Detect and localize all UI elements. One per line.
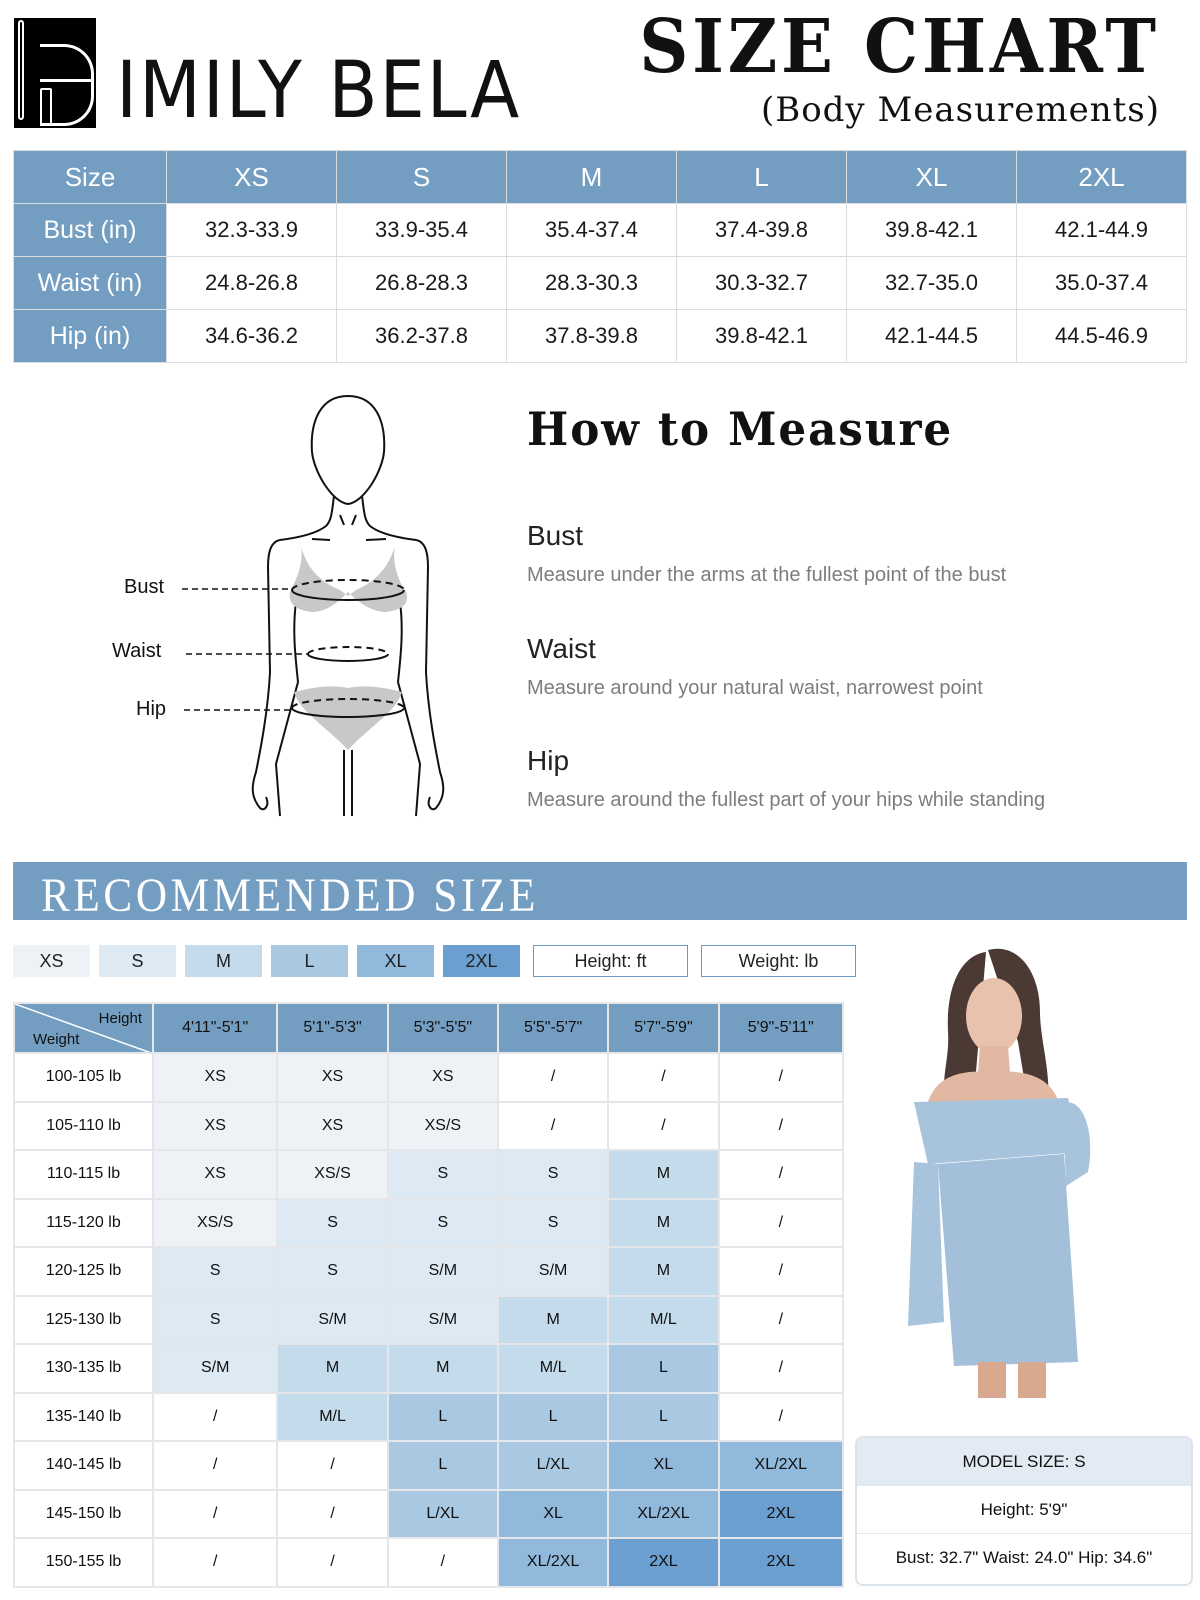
page-subtitle: (Body Measurements)	[760, 90, 1160, 130]
size-cell: S/M	[153, 1344, 277, 1393]
weight-row-header: 110-115 lb	[14, 1150, 153, 1199]
size-cell: /	[719, 1344, 843, 1393]
weight-row-header: 120-125 lb	[14, 1247, 153, 1296]
table-cell: 33.9-35.4	[337, 204, 507, 257]
recommended-size-banner: RECOMMENDED SIZE	[13, 862, 1187, 920]
figure-label-waist: Waist	[112, 640, 162, 662]
table-cell: 32.7-35.0	[847, 257, 1017, 310]
size-cell: M	[277, 1344, 387, 1393]
height-column-header: 5'3"-5'5"	[388, 1003, 498, 1053]
size-cell: /	[719, 1247, 843, 1296]
weight-row-header: 135-140 lb	[14, 1393, 153, 1442]
recommended-size-table	[13, 1002, 844, 1588]
table-cell: 39.8-42.1	[677, 310, 847, 363]
size-cell: XL	[498, 1490, 608, 1539]
size-cell: S	[277, 1247, 387, 1296]
legend-swatch-s: S	[99, 945, 176, 977]
size-cell: /	[608, 1053, 718, 1102]
model-height: Height: 5'9"	[857, 1486, 1191, 1534]
legend-swatch-m: M	[185, 945, 262, 977]
table-cell: 32.3-33.9	[167, 204, 337, 257]
table-cell: 37.4-39.8	[677, 204, 847, 257]
size-cell: /	[608, 1102, 718, 1151]
column-header: XL	[847, 151, 1017, 204]
size-cell: XL/2XL	[719, 1441, 843, 1490]
size-cell: M	[608, 1150, 718, 1199]
model-dress-illustration	[868, 942, 1188, 1402]
size-cell: /	[388, 1538, 498, 1587]
size-cell: 2XL	[719, 1490, 843, 1539]
table-cell: 42.1-44.9	[1017, 204, 1187, 257]
table-row	[14, 1102, 843, 1151]
height-column-header: 5'7"-5'9"	[608, 1003, 718, 1053]
table-cell: 42.1-44.5	[847, 310, 1017, 363]
body-figure-illustration	[100, 392, 460, 832]
size-cell: XS	[277, 1102, 387, 1151]
size-cell: L	[498, 1393, 608, 1442]
corner-header: Height Weight	[14, 1003, 153, 1053]
size-cell: 2XL	[719, 1538, 843, 1587]
size-cell: S	[388, 1199, 498, 1248]
size-cell: S	[388, 1150, 498, 1199]
table-cell: 28.3-30.3	[507, 257, 677, 310]
table-cell: 36.2-37.8	[337, 310, 507, 363]
size-cell: XS	[153, 1150, 277, 1199]
size-cell: /	[153, 1441, 277, 1490]
size-cell: /	[153, 1538, 277, 1587]
size-cell: S	[498, 1199, 608, 1248]
row-header: Hip (in)	[14, 310, 167, 363]
table-row	[14, 1441, 843, 1490]
table-row	[14, 1393, 843, 1442]
weight-row-header: 100-105 lb	[14, 1053, 153, 1102]
size-cell: M	[608, 1247, 718, 1296]
size-cell: XL	[608, 1441, 718, 1490]
model-size-card	[855, 1436, 1193, 1586]
table-cell: 39.8-42.1	[847, 204, 1017, 257]
measure-item-hip: Hip Measure around the fullest part of your hips while standing	[527, 745, 1046, 811]
figure-label-hip: Hip	[136, 698, 167, 720]
legend-swatch-xs: XS	[13, 945, 90, 977]
body-measurement-table	[13, 150, 1187, 363]
size-cell: M	[608, 1199, 718, 1248]
weight-row-header: 130-135 lb	[14, 1344, 153, 1393]
column-header: Size	[14, 151, 167, 204]
size-cell: S	[277, 1199, 387, 1248]
size-cell: XS	[277, 1053, 387, 1102]
size-cell: /	[498, 1053, 608, 1102]
measure-item-waist: Waist Measure around your natural waist, narrowest point	[527, 633, 983, 699]
table-row	[14, 310, 1187, 363]
logo-mark-icon	[14, 18, 96, 128]
table-row	[14, 1490, 843, 1539]
size-cell: /	[153, 1490, 277, 1539]
table-row	[14, 1296, 843, 1345]
table-cell: 26.8-28.3	[337, 257, 507, 310]
body-outline-icon	[100, 392, 460, 832]
table-row	[14, 1247, 843, 1296]
size-cell: M/L	[608, 1296, 718, 1345]
size-cell: /	[719, 1102, 843, 1151]
size-cell: /	[498, 1102, 608, 1151]
size-cell: S/M	[388, 1247, 498, 1296]
brand-logo	[14, 18, 556, 136]
weight-unit-label: Weight: lb	[701, 945, 856, 977]
size-cell: /	[719, 1393, 843, 1442]
brand-name: IMILY BELA	[116, 46, 522, 136]
size-cell: XL/2XL	[608, 1490, 718, 1539]
table-row	[14, 1344, 843, 1393]
size-cell: /	[719, 1053, 843, 1102]
size-cell: /	[277, 1538, 387, 1587]
how-to-measure-heading: How to Measure	[527, 402, 954, 456]
column-header: L	[677, 151, 847, 204]
size-cell: S	[153, 1247, 277, 1296]
table-row	[14, 1199, 843, 1248]
table-cell: 24.8-26.8	[167, 257, 337, 310]
legend-swatch-2xl: 2XL	[443, 945, 520, 977]
size-cell: M	[388, 1344, 498, 1393]
size-cell: /	[153, 1393, 277, 1442]
table-cell: 34.6-36.2	[167, 310, 337, 363]
height-column-header: 5'9"-5'11"	[719, 1003, 843, 1053]
size-cell: XS/S	[153, 1199, 277, 1248]
column-header: M	[507, 151, 677, 204]
table-header-row	[14, 151, 1187, 204]
column-header: XS	[167, 151, 337, 204]
size-cell: S	[498, 1150, 608, 1199]
size-cell: L	[388, 1441, 498, 1490]
height-column-header: 4'11"-5'1"	[153, 1003, 277, 1053]
model-photo	[868, 942, 1188, 1402]
size-color-legend	[13, 945, 856, 977]
table-cell: 35.0-37.4	[1017, 257, 1187, 310]
legend-swatch-xl: XL	[357, 945, 434, 977]
size-cell: L	[388, 1393, 498, 1442]
weight-row-header: 140-145 lb	[14, 1441, 153, 1490]
weight-row-header: 105-110 lb	[14, 1102, 153, 1151]
size-cell: XS	[153, 1053, 277, 1102]
column-header: 2XL	[1017, 151, 1187, 204]
height-column-header: 5'5"-5'7"	[498, 1003, 608, 1053]
size-cell: M/L	[277, 1393, 387, 1442]
size-cell: XS/S	[388, 1102, 498, 1151]
model-measurements: Bust: 32.7" Waist: 24.0" Hip: 34.6"	[895, 1548, 1153, 1567]
table-row	[14, 257, 1187, 310]
size-cell: /	[719, 1296, 843, 1345]
size-cell: S/M	[277, 1296, 387, 1345]
size-cell: S/M	[388, 1296, 498, 1345]
row-header: Bust (in)	[14, 204, 167, 257]
size-cell: L	[608, 1393, 718, 1442]
height-unit-label: Height: ft	[533, 945, 688, 977]
size-cell: XS/S	[277, 1150, 387, 1199]
table-row	[14, 1150, 843, 1199]
table-row	[14, 1053, 843, 1102]
size-cell: XL/2XL	[498, 1538, 608, 1587]
table-cell: 35.4-37.4	[507, 204, 677, 257]
size-cell: /	[277, 1490, 387, 1539]
size-cell: /	[277, 1441, 387, 1490]
size-cell: M/L	[498, 1344, 608, 1393]
figure-label-bust: Bust	[124, 576, 165, 598]
model-size: MODEL SIZE: S	[857, 1438, 1191, 1486]
measure-item-bust: Bust Measure under the arms at the fullest point of the bust	[527, 520, 1007, 586]
weight-row-header: 145-150 lb	[14, 1490, 153, 1539]
table-cell: 44.5-46.9	[1017, 310, 1187, 363]
page-title: SIZE CHART	[639, 4, 1160, 90]
weight-row-header: 125-130 lb	[14, 1296, 153, 1345]
size-cell: S/M	[498, 1247, 608, 1296]
weight-row-header: 150-155 lb	[14, 1538, 153, 1587]
size-cell: XS	[388, 1053, 498, 1102]
size-cell: M	[498, 1296, 608, 1345]
size-cell: L/XL	[388, 1490, 498, 1539]
size-cell: L	[608, 1344, 718, 1393]
size-cell: /	[719, 1199, 843, 1248]
size-cell: S	[153, 1296, 277, 1345]
page-title-block	[594, 4, 1160, 130]
size-cell: L/XL	[498, 1441, 608, 1490]
size-cell: XS	[153, 1102, 277, 1151]
table-row	[14, 204, 1187, 257]
table-cell: 37.8-39.8	[507, 310, 677, 363]
size-cell: 2XL	[608, 1538, 718, 1587]
weight-row-header: 115-120 lb	[14, 1199, 153, 1248]
height-column-header: 5'1"-5'3"	[277, 1003, 387, 1053]
legend-swatch-l: L	[271, 945, 348, 977]
table-header-row	[14, 1003, 843, 1053]
column-header: S	[337, 151, 507, 204]
size-cell: /	[719, 1150, 843, 1199]
row-header: Waist (in)	[14, 257, 167, 310]
table-row	[14, 1538, 843, 1587]
table-cell: 30.3-32.7	[677, 257, 847, 310]
